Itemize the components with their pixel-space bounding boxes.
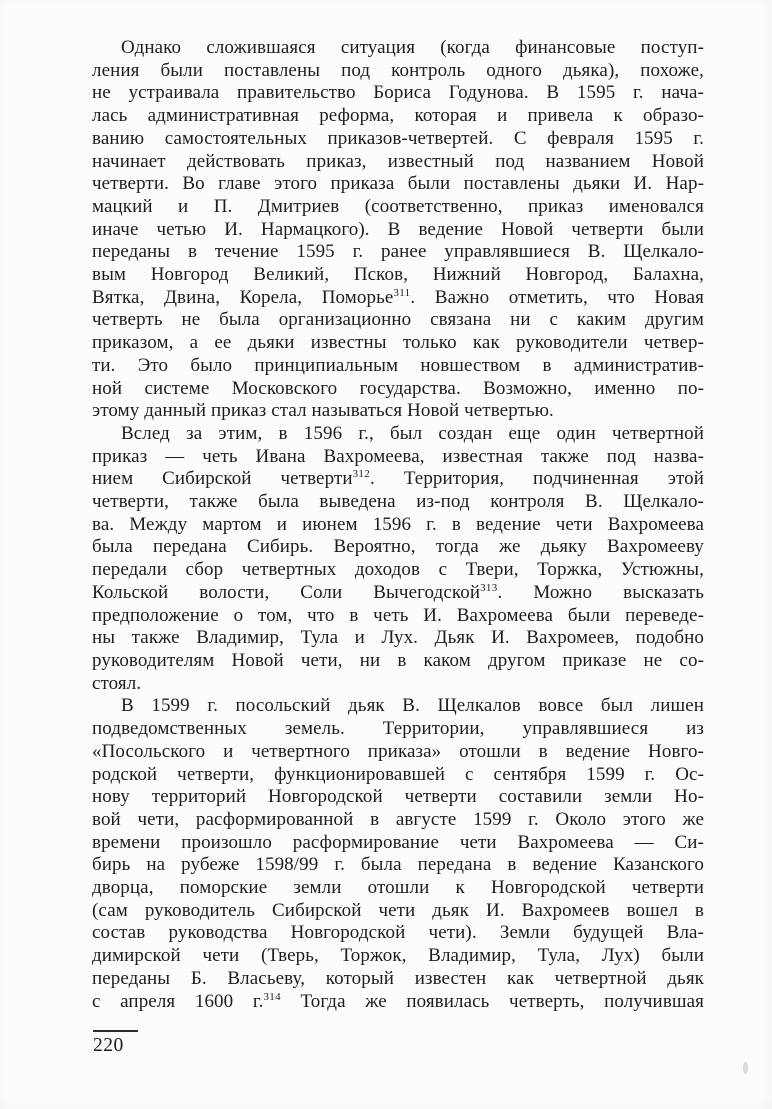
text-run: четверть не была организационно связана ни с каким другим — [92, 309, 704, 331]
text-line — [92, 400, 704, 423]
text-line — [92, 514, 704, 537]
text-run: этому данный приказ стал называться Новой четвертью. — [92, 400, 554, 422]
text-line — [92, 423, 704, 446]
text-run: «Посольского и четвертного приказа» отошли в ведение Новго- — [92, 740, 704, 762]
text-run: димирской чети (Тверь, Торжок, Владимир, Тула, Лух) были — [92, 945, 704, 967]
footnote-separator — [93, 1030, 138, 1032]
page-number: 220 — [93, 1035, 124, 1056]
text-run: начинает действовать приказ, известный под названием Новой — [92, 150, 704, 172]
text-run: переданы Б. Власьеву, который известен как четвертной дьяк — [92, 967, 704, 989]
text-run: не устраивала правительство Бориса Годунова. В 1595 г. нача- — [92, 82, 704, 104]
text-line — [92, 854, 704, 877]
text-run: бирь на рубеже 1598/99 г. была передана в ведение Казанского — [92, 854, 704, 876]
text-run: вым Новгород Великий, Псков, Нижний Новгород, Балахна, — [92, 264, 704, 286]
text-run: нием Сибирской четверти — [92, 468, 353, 490]
text-line — [92, 264, 704, 287]
text-line — [92, 536, 704, 559]
text-line — [92, 922, 704, 945]
text-run: Однако сложившаяся ситуация (когда финансовые поступ- — [121, 37, 704, 58]
text-line — [92, 309, 704, 332]
text-run: . Территория, подчиненная этой — [370, 468, 704, 490]
text-run: мацкий и П. Дмитриев (соответственно, приказ именовался — [92, 195, 704, 217]
text-line — [92, 627, 704, 650]
text-line — [92, 82, 704, 105]
text-run: подведомственных земель. Территории, управлявшиеся из — [92, 718, 704, 740]
text-run: . Важно отметить, что Новая — [410, 286, 705, 308]
text-run: вой чети, расформированной в августе 1599 г. Около этого же — [92, 808, 704, 830]
text-run: Вятка, Двина, Корела, Поморье — [92, 286, 394, 308]
text-run: иначе четью И. Нармацкого). В ведение Новой четверти были — [92, 218, 704, 240]
text-line — [92, 832, 704, 855]
text-run: (сам руководитель Сибирской чети дьяк И. Вахромеев вошел в — [92, 899, 704, 921]
text-line — [92, 468, 704, 491]
text-run: Тогда же появилась четверть, получившая — [280, 990, 704, 1012]
text-line — [92, 877, 704, 900]
text-run: ванию самостоятельных приказов-четвертей. С февраля 1595 г. — [92, 127, 704, 149]
text-run: Вслед за этим, в 1596 г., был создан еще один четвертной — [121, 422, 704, 444]
text-line — [92, 378, 704, 401]
paragraph — [92, 695, 704, 1013]
footnote-ref: 313 — [480, 581, 498, 594]
text-line — [92, 764, 704, 787]
text-line — [92, 173, 704, 196]
text-line — [92, 196, 704, 219]
scan-artifact — [743, 1062, 748, 1074]
text-run: была передана Сибирь. Вероятно, тогда же дьяку Вахромееву — [92, 536, 704, 558]
text-line — [92, 900, 704, 923]
text-run: нову территорий Новгородской четверти составили земли Но- — [92, 786, 704, 808]
text-line — [92, 809, 704, 832]
text-line — [92, 446, 704, 469]
text-run: стоял. — [92, 672, 142, 694]
text-run: четверти, также была выведена из-под контроля В. Щелкало- — [92, 491, 704, 513]
text-line — [92, 968, 704, 991]
text-run: приказ — четь Ивана Вахромеева, известная также под назва- — [92, 445, 704, 467]
text-line — [92, 151, 704, 174]
text-line — [92, 128, 704, 151]
text-line — [92, 605, 704, 628]
text-line — [92, 718, 704, 741]
paragraph — [92, 37, 704, 423]
paragraph — [92, 423, 704, 695]
text-line — [92, 741, 704, 764]
text-line — [92, 105, 704, 128]
text-run: ления были поставлены под контроль одного дьяка), похоже, — [92, 59, 704, 81]
text-line — [92, 945, 704, 968]
text-line — [92, 991, 704, 1014]
text-run: руководителям Новой чети, ни в каком другом приказе не со- — [92, 649, 704, 671]
text-line — [92, 355, 704, 378]
text-line — [92, 241, 704, 264]
text-line — [92, 219, 704, 242]
text-run: родской четверти, функционировавшей с сентября 1599 г. Ос- — [92, 763, 704, 785]
text-run: ва. Между мартом и июнем 1596 г. в ведение чети Вахромеева — [92, 513, 704, 535]
page-text — [92, 37, 704, 1013]
text-run: предположение о том, что в четь И. Вахромеева были переведе- — [92, 604, 704, 626]
text-line — [92, 786, 704, 809]
text-run: В 1599 г. посольский дьяк В. Щелкалов вовсе был лишен — [121, 695, 704, 717]
text-run: четверти. Во главе этого приказа были поставлены дьяки И. Нар- — [92, 173, 704, 195]
text-run: передали сбор четвертных доходов с Твери, Торжка, Устюжны, — [92, 559, 704, 581]
text-line — [92, 332, 704, 355]
text-line — [92, 60, 704, 83]
footnote-ref: 311 — [393, 286, 411, 299]
text-line — [92, 491, 704, 514]
text-line — [92, 559, 704, 582]
footnote-ref: 312 — [352, 468, 371, 481]
footnote-ref: 314 — [263, 990, 281, 1003]
text-line — [92, 582, 704, 605]
text-run: Кольской волости, Соли Вычегодской — [92, 581, 481, 603]
text-run: лась административная реформа, которая и привела к образо- — [92, 105, 704, 127]
text-run: времени произошло расформирование чети Вахромеева — Си- — [92, 831, 704, 853]
text-run: ти. Это было принципиальным новшеством в административ- — [92, 354, 704, 376]
text-run: приказом, а ее дьяки известны только как руководители четвер- — [92, 332, 704, 354]
text-run: . Можно высказать — [497, 581, 704, 603]
text-line — [92, 287, 704, 310]
text-line — [92, 673, 704, 696]
text-line — [92, 37, 704, 60]
text-run: переданы в течение 1595 г. ранее управлявшиеся В. Щелкало- — [92, 241, 704, 263]
text-run: дворца, поморские земли отошли к Новгородской четверти — [92, 877, 704, 899]
text-run: состав руководства Новгородской чети). Земли будущей Вла- — [92, 922, 704, 944]
text-line — [92, 650, 704, 673]
text-run: ны также Владимир, Тула и Лух. Дьяк И. Вахромеев, подобно — [92, 627, 704, 649]
text-line — [92, 695, 704, 718]
text-run: с апреля 1600 г. — [92, 990, 264, 1012]
text-run: ной системе Московского государства. Возможно, именно по- — [92, 377, 704, 399]
